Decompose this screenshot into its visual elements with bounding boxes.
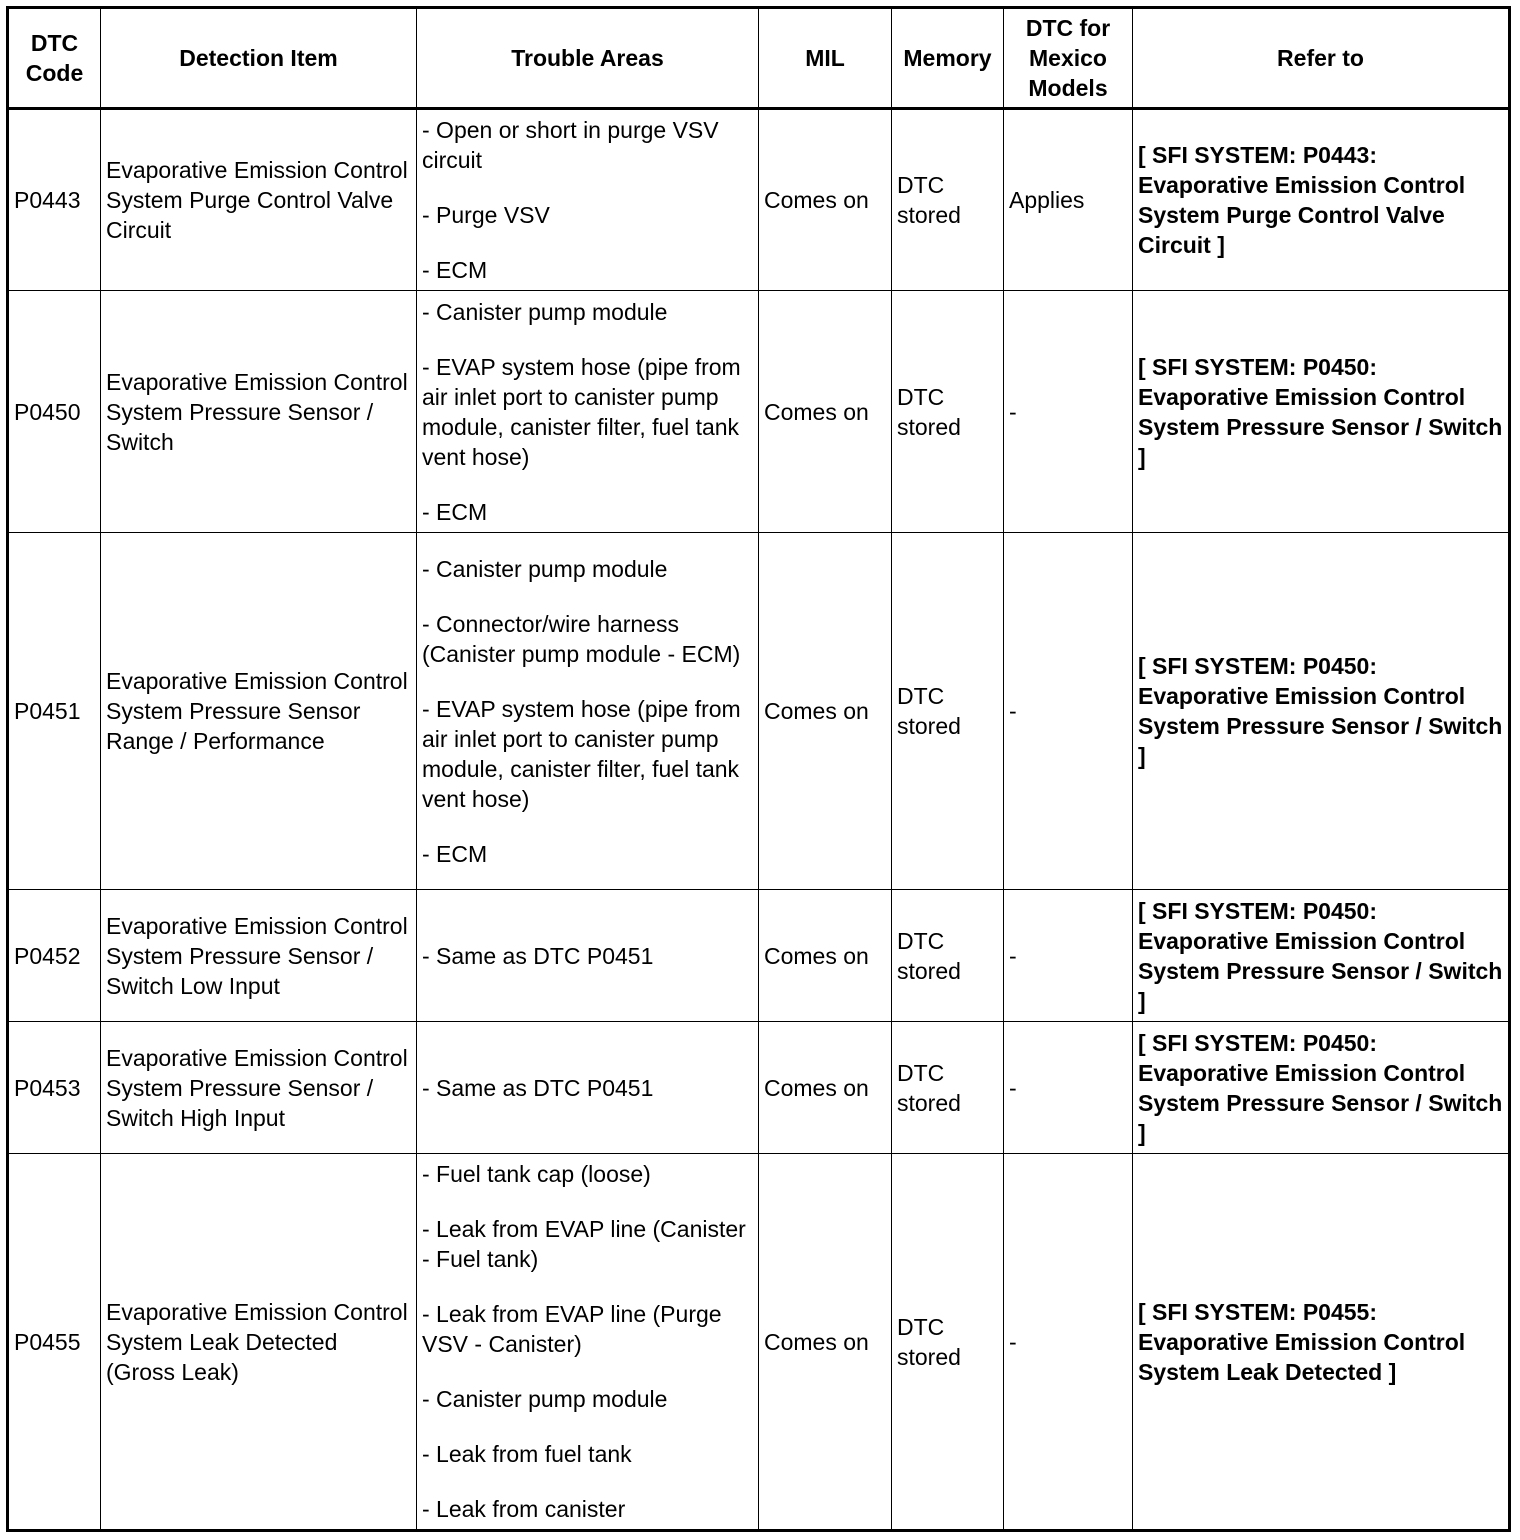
header-detection-item: Detection Item [101,8,417,109]
trouble-area-item: - Connector/wire harness (Canister pump module - ECM) [422,610,741,667]
trouble-area-item: - Canister pump module [422,298,668,325]
table-row [8,291,1510,533]
table-header [8,8,1510,109]
mexico-cell: - [1004,1154,1133,1531]
mexico-cell: - [1004,890,1133,1022]
table-row [8,109,1510,291]
header-refer-to: Refer to [1133,8,1510,109]
trouble-area-item: - Leak from fuel tank [422,1441,632,1467]
detection-item-cell: Evaporative Emission Control System Pressure Sensor / Switch Low Input [101,890,417,1022]
mil-cell: Comes on [759,890,892,1022]
detection-item-cell: Evaporative Emission Control System Pressure Sensor / Switch [101,291,417,533]
trouble-area-item: - Open or short in purge VSV circuit [422,117,719,173]
trouble-area-item: - ECM [422,840,488,867]
table-row [8,1022,1510,1154]
refer-to-link[interactable]: [ SFI SYSTEM: P0450: Evaporative Emission Control System Pressure Sensor / Switch ] [1133,890,1510,1022]
memory-cell: DTC stored [892,533,1004,890]
memory-cell: DTC stored [892,291,1004,533]
table-row [8,533,1510,890]
trouble-area-item: - ECM [422,257,488,283]
mil-cell: Comes on [759,1022,892,1154]
mexico-cell: - [1004,291,1133,533]
trouble-area-item: - Purge VSV [422,202,550,228]
mil-cell: Comes on [759,533,892,890]
detection-item-cell: Evaporative Emission Control System Leak Detected (Gross Leak) [101,1154,417,1531]
dtc-code-cell: P0453 [8,1022,101,1154]
trouble-area-item: - Same as DTC P0451 [422,942,654,969]
table-row [8,890,1510,1022]
trouble-area-item: - Leak from canister [422,1496,626,1522]
trouble-areas-cell [417,533,759,890]
mexico-cell: - [1004,533,1133,890]
mil-cell: Comes on [759,291,892,533]
trouble-area-item: - Same as DTC P0451 [422,1074,654,1101]
trouble-area-item: - Canister pump module [422,1386,668,1412]
mil-cell: Comes on [759,1154,892,1531]
refer-to-link[interactable]: [ SFI SYSTEM: P0455: Evaporative Emission Control System Leak Detected ] [1133,1154,1510,1531]
trouble-area-item: - EVAP system hose (pipe from air inlet port to canister pump module, canister filter, fuel tank vent hose) [422,353,741,470]
trouble-areas-cell [417,1022,759,1154]
trouble-area-item: - EVAP system hose (pipe from air inlet port to canister pump module, canister filter, fuel tank vent hose) [422,695,741,812]
dtc-code-cell: P0450 [8,291,101,533]
dtc-code-cell: P0451 [8,533,101,890]
trouble-area-item: - ECM [422,498,488,525]
memory-cell: DTC stored [892,1154,1004,1531]
header-mexico-models: DTC for Mexico Models [1004,8,1133,109]
trouble-area-item: - Leak from EVAP line (Canister - Fuel tank) [422,1216,746,1272]
trouble-areas-cell [417,291,759,533]
trouble-areas-cell [417,890,759,1022]
memory-cell: DTC stored [892,1022,1004,1154]
memory-cell: DTC stored [892,109,1004,291]
memory-cell: DTC stored [892,890,1004,1022]
trouble-areas-cell [417,1154,759,1531]
detection-item-cell: Evaporative Emission Control System Pressure Sensor Range / Performance [101,533,417,890]
header-dtc-code: DTC Code [8,8,101,109]
mil-cell: Comes on [759,109,892,291]
refer-to-link[interactable]: [ SFI SYSTEM: P0443: Evaporative Emission Control System Purge Control Valve Circuit ] [1133,109,1510,291]
header-mil: MIL [759,8,892,109]
header-memory: Memory [892,8,1004,109]
dtc-table [6,6,1511,1532]
mexico-cell: Applies [1004,109,1133,291]
refer-to-link[interactable]: [ SFI SYSTEM: P0450: Evaporative Emission Control System Pressure Sensor / Switch ] [1133,1022,1510,1154]
refer-to-link[interactable]: [ SFI SYSTEM: P0450: Evaporative Emission Control System Pressure Sensor / Switch ] [1133,533,1510,890]
trouble-areas-cell [417,109,759,291]
header-trouble-areas: Trouble Areas [417,8,759,109]
dtc-code-cell: P0443 [8,109,101,291]
detection-item-cell: Evaporative Emission Control System Purge Control Valve Circuit [101,109,417,291]
dtc-code-cell: P0455 [8,1154,101,1531]
table-row [8,1154,1510,1531]
dtc-code-cell: P0452 [8,890,101,1022]
mexico-cell: - [1004,1022,1133,1154]
trouble-area-item: - Fuel tank cap (loose) [422,1161,651,1187]
trouble-area-item: - Canister pump module [422,555,668,582]
trouble-area-item: - Leak from EVAP line (Purge VSV - Canister) [422,1301,722,1357]
refer-to-link[interactable]: [ SFI SYSTEM: P0450: Evaporative Emission Control System Pressure Sensor / Switch ] [1133,291,1510,533]
detection-item-cell: Evaporative Emission Control System Pressure Sensor / Switch High Input [101,1022,417,1154]
